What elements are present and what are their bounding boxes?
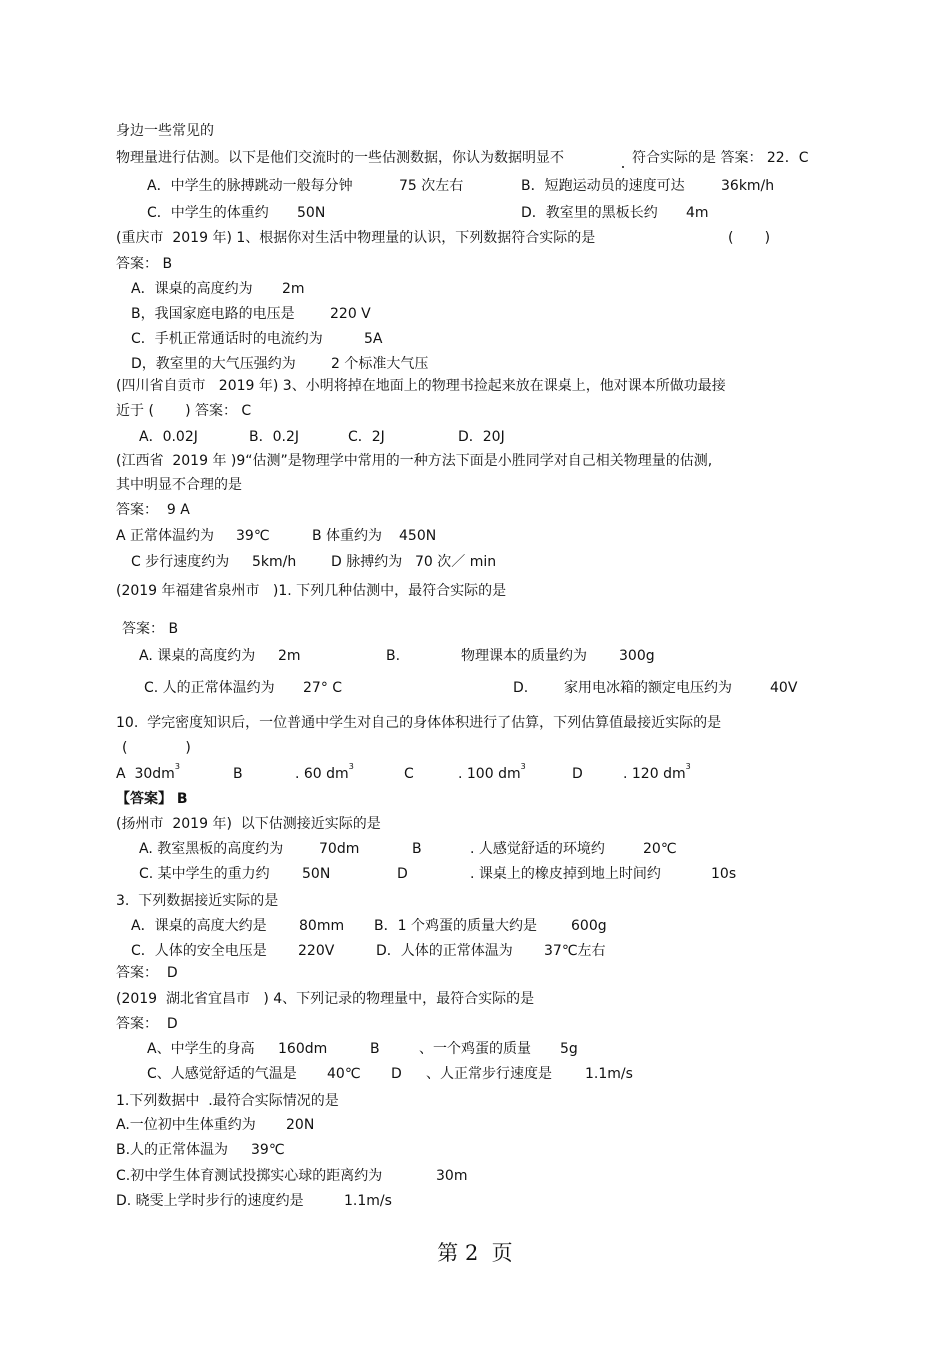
option-text: D 脉搏约为 bbox=[331, 554, 403, 570]
option-value: 50N bbox=[302, 866, 331, 882]
superscript-3: 3 bbox=[520, 762, 526, 771]
option-text: C．手机正常通话时的电流约为 bbox=[131, 331, 323, 347]
option-text: A. 课桌的高度约为 bbox=[139, 648, 256, 664]
option-value: 37℃左右 bbox=[544, 943, 606, 959]
option-text: C．2J bbox=[348, 429, 385, 445]
option-text: A $30dm^3$ bbox=[116, 762, 180, 782]
option-text: A 正常体温约为 bbox=[116, 528, 215, 544]
option-letter: D bbox=[397, 866, 408, 882]
question-line: (2019 年福建省泉州市 )1. 下列几种估测中，最符合实际的是 bbox=[116, 583, 507, 599]
option-text: . 120 $dm^3$ bbox=[623, 762, 691, 782]
option-text: D．教室里的黑板长约 bbox=[521, 205, 658, 221]
option-value: 40V bbox=[770, 680, 798, 696]
mark-dot bbox=[622, 166, 624, 168]
question-line: (四川省自贡市 2019 年) 3、小明将掉在地面上的物理书捡起来放在课桌上，他对课本所做功最接 bbox=[116, 378, 726, 394]
option-letter: C bbox=[404, 766, 414, 782]
option-text: B. bbox=[386, 648, 401, 664]
option-text: D. 晓雯上学时步行的速度约是 bbox=[116, 1193, 304, 1209]
option-text: A．中学生的脉搏跳动一般每分钟 bbox=[147, 178, 353, 194]
option-value: 4m bbox=[686, 205, 709, 221]
option-value: 600g bbox=[571, 918, 607, 934]
option-text: . 100 $dm^3$ bbox=[458, 762, 526, 782]
option-letter: B bbox=[370, 1041, 380, 1057]
option-value: 20℃ bbox=[643, 841, 677, 857]
option-value: 20N bbox=[286, 1117, 315, 1133]
answer-line: 答案： 9 A bbox=[116, 502, 190, 518]
question-line: (2019 湖北省宜昌市 ) 4、下列记录的物理量中，最符合实际的是 bbox=[116, 991, 535, 1007]
option-value: 70dm bbox=[319, 841, 360, 857]
answer-line: 【答案】 B bbox=[116, 791, 188, 807]
option-text: 家用电冰箱的额定电压约为 bbox=[564, 680, 732, 696]
option-letter: D bbox=[572, 766, 583, 782]
option-text: A.一位初中生体重约为 bbox=[116, 1117, 256, 1133]
page-number: 第 2 页 bbox=[437, 1241, 513, 1265]
option-value: 5A bbox=[364, 331, 383, 347]
superscript-3: 3 bbox=[348, 762, 354, 771]
option-text: C 步行速度约为 bbox=[131, 554, 230, 570]
option-letter: B bbox=[412, 841, 422, 857]
option-value: 40℃ bbox=[327, 1066, 361, 1082]
option-value: 1.1m/s bbox=[344, 1193, 392, 1209]
option-text: A．课桌的高度约为 bbox=[131, 281, 253, 297]
question-line: (扬州市 2019 年) 以下估测接近实际的是 bbox=[116, 816, 381, 832]
option-text: D．20J bbox=[458, 429, 505, 445]
text-line: 符合实际的是 答案： 22．C bbox=[632, 150, 809, 166]
option-value: 450N bbox=[399, 528, 437, 544]
option-text: C. 某中学生的重力约 bbox=[139, 866, 270, 882]
option-value: 36km/h bbox=[721, 178, 775, 194]
option-value: 39℃ bbox=[251, 1142, 285, 1158]
option-text: C．中学生的体重约 bbox=[147, 205, 269, 221]
option-text: B．0.2J bbox=[249, 429, 299, 445]
option-value: 80mm bbox=[299, 918, 345, 934]
option-value: 2 个标准大气压 bbox=[331, 356, 429, 372]
option-text: D. bbox=[513, 680, 529, 696]
option-text: C. 人的正常体温约为 bbox=[144, 680, 275, 696]
option-text: A. 教室黑板的高度约为 bbox=[139, 841, 284, 857]
option-text: B.人的正常体温为 bbox=[116, 1142, 229, 1158]
question-bracket: ( ) bbox=[728, 230, 771, 246]
answer-line: 答案： B bbox=[122, 621, 179, 637]
question-bracket: ( ) bbox=[122, 740, 191, 756]
answer-line: 答案： D bbox=[116, 965, 178, 981]
text-line: 身边一些常见的 bbox=[116, 123, 214, 139]
option-text: 、人正常步行速度是 bbox=[426, 1066, 552, 1082]
option-text: D．人体的正常体温为 bbox=[376, 943, 513, 959]
option-text: 物理课本的质量约为 bbox=[461, 648, 587, 664]
option-text: . 60 $dm^3$ bbox=[295, 762, 354, 782]
option-text: . 课桌上的橡皮掉到地上时间约 bbox=[470, 866, 661, 882]
option-value: 75 次左右 bbox=[399, 178, 464, 194]
option-text: B，我国家庭电路的电压是 bbox=[131, 306, 295, 322]
option-text: C.初中学生体育测试投掷实心球的距离约为 bbox=[116, 1168, 383, 1184]
question-line: 10. 学完密度知识后，一位普通中学生对自己的身体体积进行了估算，下列估算值最接近实际的是 bbox=[116, 715, 722, 731]
option-value: 2m bbox=[282, 281, 305, 297]
option-value: 160dm bbox=[278, 1041, 328, 1057]
option-value: 70 次／ min bbox=[415, 554, 497, 570]
question-line: 其中明显不合理的是 bbox=[116, 477, 242, 493]
option-value: 2m bbox=[278, 648, 301, 664]
option-text: C、人感觉舒适的气温是 bbox=[147, 1066, 297, 1082]
question-line: 1.下列数据中 .最符合实际情况的是 bbox=[116, 1093, 339, 1109]
option-text: D，教室里的大气压强约为 bbox=[131, 356, 296, 372]
option-value: 5g bbox=[560, 1041, 578, 1057]
question-line: (江西省 2019 年 )9“估测”是物理学中常用的一种方法下面是小胜同学对自己相关物理量的估测, bbox=[116, 453, 713, 469]
text-line: 物理量进行估测。以下是他们交流时的一些估测数据，你认为数据明显不 bbox=[116, 150, 564, 166]
option-value: 27° C bbox=[303, 680, 343, 696]
superscript-3: 3 bbox=[685, 762, 691, 771]
option-letter: B bbox=[233, 766, 243, 782]
option-value: 5km/h bbox=[252, 554, 297, 570]
option-text: A．0.02J bbox=[139, 429, 198, 445]
page-footer bbox=[0, 1243, 950, 1264]
option-value: 10s bbox=[711, 866, 737, 882]
question-line: 近于 ( ) 答案： C bbox=[116, 403, 252, 419]
option-value: 1.1m/s bbox=[585, 1066, 633, 1082]
option-text: B 体重约为 bbox=[312, 528, 383, 544]
question-line: 3. 下列数据接近实际的是 bbox=[116, 893, 279, 909]
question-line: (重庆市 2019 年) 1、根据你对生活中物理量的认识，下列数据符合实际的是 bbox=[116, 230, 596, 246]
answer-line: 答案： B bbox=[116, 256, 173, 272]
option-value: 220V bbox=[298, 943, 335, 959]
option-value: 30m bbox=[436, 1168, 468, 1184]
option-value: 50N bbox=[297, 205, 326, 221]
option-text: A．课桌的高度大约是 bbox=[131, 918, 267, 934]
option-text: C．人体的安全电压是 bbox=[131, 943, 267, 959]
option-value: 220 V bbox=[330, 306, 371, 322]
option-letter: D bbox=[391, 1066, 402, 1082]
superscript-3: 3 bbox=[174, 762, 180, 771]
option-value: 39℃ bbox=[236, 528, 270, 544]
option-text: B．短跑运动员的速度可达 bbox=[521, 178, 685, 194]
option-text: 、一个鸡蛋的质量 bbox=[419, 1041, 531, 1057]
option-value: 300g bbox=[619, 648, 655, 664]
option-text: B．1 个鸡蛋的质量大约是 bbox=[374, 918, 537, 934]
answer-line: 答案： D bbox=[116, 1016, 178, 1032]
option-text: . 人感觉舒适的环境约 bbox=[470, 841, 605, 857]
option-text: A、中学生的身高 bbox=[147, 1041, 255, 1057]
